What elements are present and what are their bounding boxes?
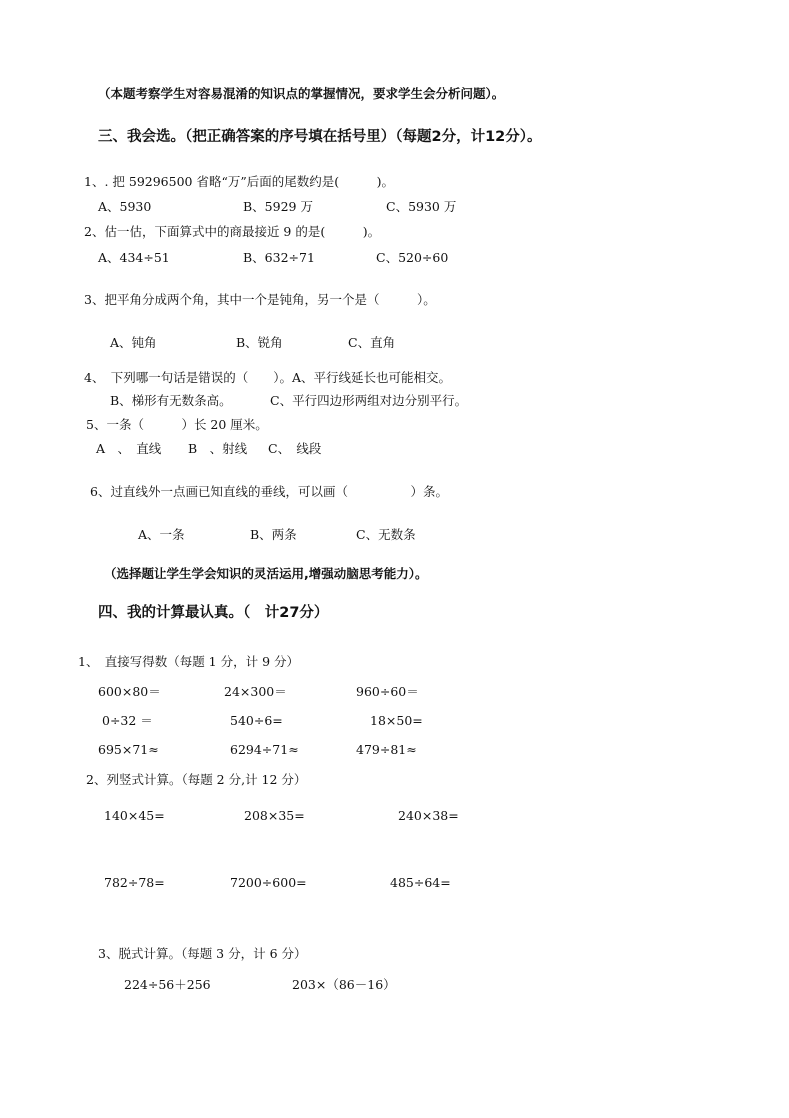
q1-option-c: C、5930 万 [386,199,457,214]
q5-option-c: C、 线段 [268,441,322,456]
q2-option-a: A、434÷51 [98,250,170,265]
q5-option-b: B 、射线 [188,441,248,456]
part-1-title: 1、 直接写得数（每题 1 分，计 9 分） [78,654,300,669]
vertical-calc-item: 240×38= [398,808,459,823]
q6-option-a: A、一条 [138,527,185,542]
q6-option-b: B、两条 [250,527,297,542]
q3-option-a: A、钝角 [110,335,157,350]
section-3-heading: 三、我会选。（把正确答案的序号填在括号里）（每题2分，计12分）。 [98,129,542,145]
calc-item: 600×80＝ [98,684,161,699]
calc-item: 479÷81≈ [356,742,417,757]
part-2-title: 2、列竖式计算。（每题 2 分,计 12 分） [86,772,307,787]
q2-option-c: C、520÷60 [376,250,449,265]
calc-item: 540÷6= [230,713,283,728]
q2-stem: 2、估一估，下面算式中的商最接近 9 的是( )。 [84,224,381,239]
calc-item: 695×71≈ [98,742,159,757]
note-confusing-points: （本题考察学生对容易混淆的知识点的掌握情况，要求学生会分析问题）。 [98,86,505,101]
section-4-heading: 四、我的计算最认真。（ 计27分） [98,605,329,621]
mixed-calc-item: 224÷56＋256 [124,977,211,992]
vertical-calc-item: 208×35= [244,808,305,823]
q5-stem: 5、一条（ ）长 20 厘米。 [86,417,268,432]
q3-stem: 3、把平角分成两个角，其中一个是钝角，另一个是（ ）。 [84,292,436,307]
vertical-calc-item: 140×45= [104,808,165,823]
q5-option-a: A 、 直线 [96,441,162,456]
q6-stem: 6、过直线外一点画已知直线的垂线，可以画（ ）条。 [90,484,448,499]
q1-option-b: B、5929 万 [243,199,313,214]
q1-stem: 1、. 把 59296500 省略“万”后面的尾数约是( )。 [84,174,395,189]
q4-option-b: B、梯形有无数条高。 [110,393,232,408]
calc-item: 24×300＝ [224,684,287,699]
calc-item: 18×50= [370,713,423,728]
q3-option-b: B、锐角 [236,335,283,350]
q3-option-c: C、直角 [348,335,396,350]
q2-option-b: B、632÷71 [243,250,315,265]
q4-stem: 4、 下列哪一句话是错误的（ ）。A、平行线延长也可能相交。 [84,370,451,385]
calc-item: 960÷60＝ [356,684,419,699]
q6-option-c: C、无数条 [356,527,416,542]
q1-option-a: A、5930 [98,199,152,214]
part-3-title: 3、脱式计算。（每题 3 分，计 6 分） [98,946,307,961]
calc-item: 6294÷71≈ [230,742,299,757]
vertical-calc-item: 782÷78= [104,875,165,890]
q4-option-c: C、平行四边形两组对边分别平行。 [270,393,468,408]
mixed-calc-item: 203×（86－16） [292,977,396,992]
note-multiple-choice: （选择题让学生学会知识的灵活运用,增强动脑思考能力）。 [104,566,428,581]
calc-item: 0÷32 ＝ [102,713,153,728]
vertical-calc-item: 7200÷600= [230,875,307,890]
vertical-calc-item: 485÷64= [390,875,451,890]
